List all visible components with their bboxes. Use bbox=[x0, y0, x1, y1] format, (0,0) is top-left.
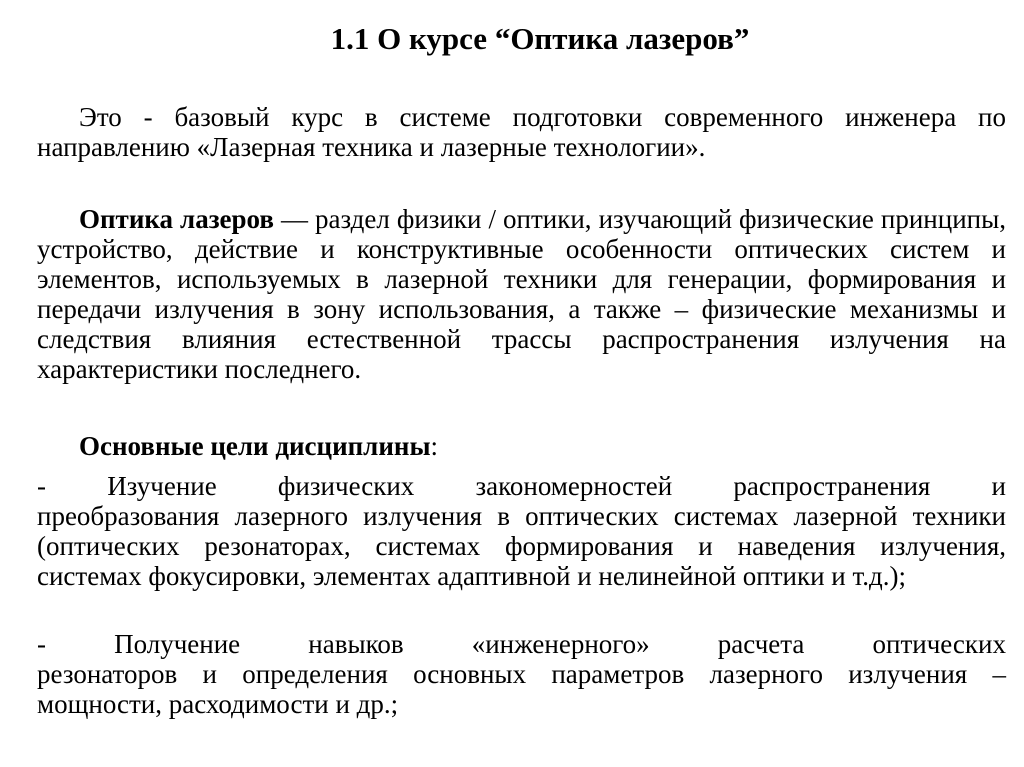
goals-heading-colon: : bbox=[430, 431, 439, 461]
intro-text: Это - базовый курс в системе подготовки современного инженера по направлению «Лазерная техника и лазерные технологии». bbox=[37, 102, 1006, 162]
goal-item-1-first-line: - Изучение физических закономерностей распространения и bbox=[37, 471, 1006, 501]
goal-item-2-rest: резонаторов и определения основных параметров лазерного излучения – мощности, расходимости и др.; bbox=[37, 659, 1006, 719]
intro-paragraph bbox=[37, 102, 1006, 162]
definition-text: — раздел физики / оптики, изучающий физические принципы, устройство, действие и конструктивные особенности оптических систем и элементов, используемых в лазерной техники для генерации, формирования и передачи излучения в зону использования, а также – физические механизмы и следствия влияния естественной трассы распространения излучения на характеристики последнего. bbox=[37, 204, 1006, 384]
goals-heading: Основные цели дисциплины bbox=[79, 431, 431, 461]
goal-item-1 bbox=[37, 471, 1006, 591]
goal-item-2 bbox=[37, 629, 1006, 719]
definition-term: Оптика лазеров bbox=[79, 204, 274, 234]
goals-heading-paragraph bbox=[37, 431, 1006, 461]
goal-item-1-rest: преобразования лазерного излучения в оптических системах лазерной техники (оптических резонаторах, системах формирования и наведения излучения, системах фокусировки, элементах адаптивной и нелинейной оптики и т.д.); bbox=[37, 501, 1006, 591]
page-title: 1.1 О курсе “Оптика лазеров” bbox=[330, 21, 750, 56]
definition-paragraph bbox=[37, 204, 1006, 384]
goal-item-2-first-line: - Получение навыков «инженерного» расчета оптических bbox=[37, 629, 1006, 659]
